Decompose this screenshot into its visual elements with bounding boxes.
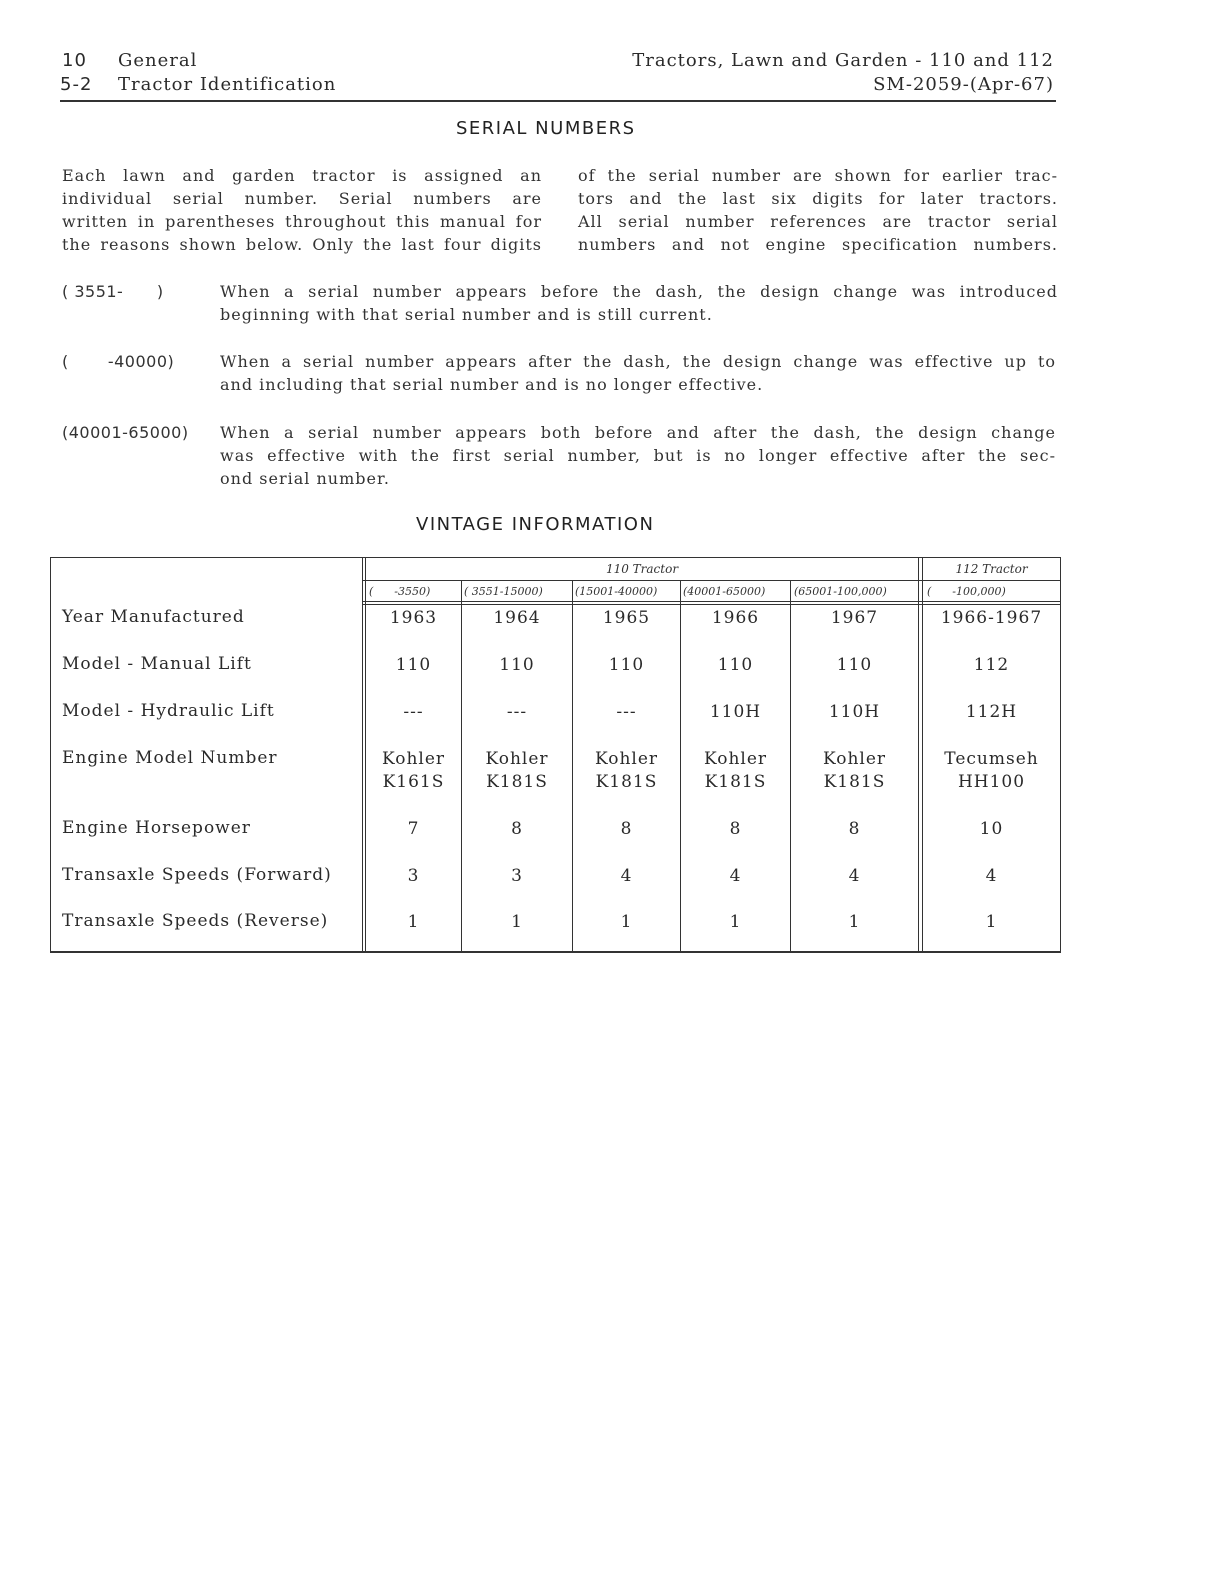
table-cell [681, 748, 790, 794]
serial-example-label: ( -40000) [62, 352, 175, 371]
table-cell: 3 [511, 866, 523, 886]
section-number: 10 [62, 50, 87, 71]
cell-line: HH100 [957, 772, 1026, 792]
row-label-year: Year Manufactured [62, 607, 245, 627]
table-cell: --- [403, 702, 424, 722]
description-line: When a serial number appears both before and after the dash, the design change [220, 423, 1056, 442]
table-cell: 1 [620, 912, 633, 932]
description-line: beginning with that serial number and is still current. [220, 305, 713, 324]
table-cell: 10 [979, 819, 1004, 839]
manual-number: SM-2059-(Apr-67) [873, 74, 1054, 95]
range-header: ( -100,000) [927, 585, 1006, 598]
cell-line: Kohler [594, 749, 659, 769]
cell-line: K181S [823, 772, 886, 792]
subsection-label: Tractor Identification [118, 74, 337, 95]
table-cell: 1 [407, 912, 420, 932]
table-cell: --- [616, 702, 637, 722]
cell-line: K181S [704, 772, 767, 792]
table-cell: 8 [511, 819, 523, 839]
table-cell [923, 748, 1060, 794]
description-line: When a serial number appears before the dash, the design change was introduced [220, 282, 1058, 301]
cell-line: Kohler [381, 749, 446, 769]
table-cell: 1 [985, 912, 998, 932]
paragraph-line: the reasons shown below. Only the last four digits [62, 235, 542, 254]
table-cell [366, 748, 461, 794]
table-cell: 1 [729, 912, 742, 932]
row-label-reverse-speeds: Transaxle Speeds (Reverse) [62, 911, 329, 931]
table-cell: 110 [836, 655, 873, 675]
range-header: (65001-100,000) [794, 585, 887, 598]
manual-title: Tractors, Lawn and Garden - 110 and 112 [632, 50, 1054, 71]
cell-line: K181S [595, 772, 658, 792]
row-label-horsepower: Engine Horsepower [62, 818, 251, 838]
table-cell: 1965 [602, 608, 651, 628]
table-cell: 110 [608, 655, 645, 675]
serial-example-label: (40001-65000) [62, 423, 189, 442]
table-cell [791, 748, 918, 794]
range-header: ( -3550) [369, 585, 431, 598]
range-header: ( 3551-15000) [464, 585, 543, 598]
table-cell: 112H [965, 702, 1018, 722]
group-header-110: 110 Tractor [605, 562, 679, 576]
table-cell [462, 748, 572, 794]
table-cell: 4 [848, 866, 861, 886]
description-line: was effective with the first serial number, but is no longer effective after the sec- [220, 446, 1056, 465]
paragraph-line: of the serial number are shown for earlier trac- [578, 166, 1058, 185]
table-cell: 1 [511, 912, 523, 932]
table-cell: 1967 [830, 608, 879, 628]
cell-line: K181S [486, 772, 548, 792]
table-cell: 8 [620, 819, 633, 839]
description-line: When a serial number appears after the dash, the design change was effective up to [220, 352, 1056, 371]
table-cell: 8 [729, 819, 742, 839]
table-cell: 4 [729, 866, 742, 886]
table-cell: 1966-1967 [940, 608, 1043, 628]
table-cell: 1963 [389, 608, 438, 628]
paragraph-line: individual serial number. Serial numbers are [62, 189, 542, 208]
cell-line: K161S [382, 772, 445, 792]
section-label: General [118, 50, 198, 71]
table-cell: 110 [395, 655, 432, 675]
table-cell: 112 [973, 655, 1010, 675]
serial-numbers-heading: SERIAL NUMBERS [456, 118, 636, 139]
paragraph-line: numbers and not engine specification numbers. [578, 235, 1058, 254]
subsection-number: 5-2 [60, 74, 93, 95]
row-label-engine-model: Engine Model Number [62, 748, 278, 768]
table-cell: 3 [407, 866, 420, 886]
paragraph-line: tors and the last six digits for later tractors. [578, 189, 1058, 208]
paragraph-line: All serial number references are tractor serial [578, 212, 1058, 231]
table-cell: 1964 [493, 608, 541, 628]
cell-line: Tecumseh [944, 749, 1039, 769]
table-cell: 110H [709, 702, 762, 722]
range-header: (15001-40000) [575, 585, 658, 598]
table-cell: 8 [848, 819, 861, 839]
table-cell: 110H [828, 702, 881, 722]
table-cell: 110 [499, 655, 535, 675]
description-line: and including that serial number and is no longer effective. [220, 375, 764, 394]
table-cell: 4 [620, 866, 633, 886]
vintage-information-heading: VINTAGE INFORMATION [416, 514, 655, 535]
table-cell: 1 [848, 912, 861, 932]
table-cell: 110 [717, 655, 754, 675]
cell-line: Kohler [703, 749, 768, 769]
row-label-forward-speeds: Transaxle Speeds (Forward) [62, 865, 332, 885]
cell-line: Kohler [485, 749, 549, 769]
description-line: ond serial number. [220, 469, 390, 488]
cell-line: Kohler [822, 749, 887, 769]
table-cell: 1966 [711, 608, 760, 628]
table-cell: 7 [407, 819, 420, 839]
paragraph-line: written in parentheses throughout this manual for [62, 212, 542, 231]
range-header: (40001-65000) [683, 585, 766, 598]
serial-example-label: ( 3551- ) [62, 282, 164, 301]
row-label-hydraulic-lift: Model - Hydraulic Lift [62, 701, 275, 721]
paragraph-line: Each lawn and garden tractor is assigned an [62, 166, 542, 185]
table-cell: 4 [985, 866, 998, 886]
table-cell [573, 748, 680, 794]
row-label-manual-lift: Model - Manual Lift [62, 654, 252, 674]
group-header-112: 112 Tractor [955, 562, 1028, 576]
table-cell: --- [506, 702, 528, 722]
